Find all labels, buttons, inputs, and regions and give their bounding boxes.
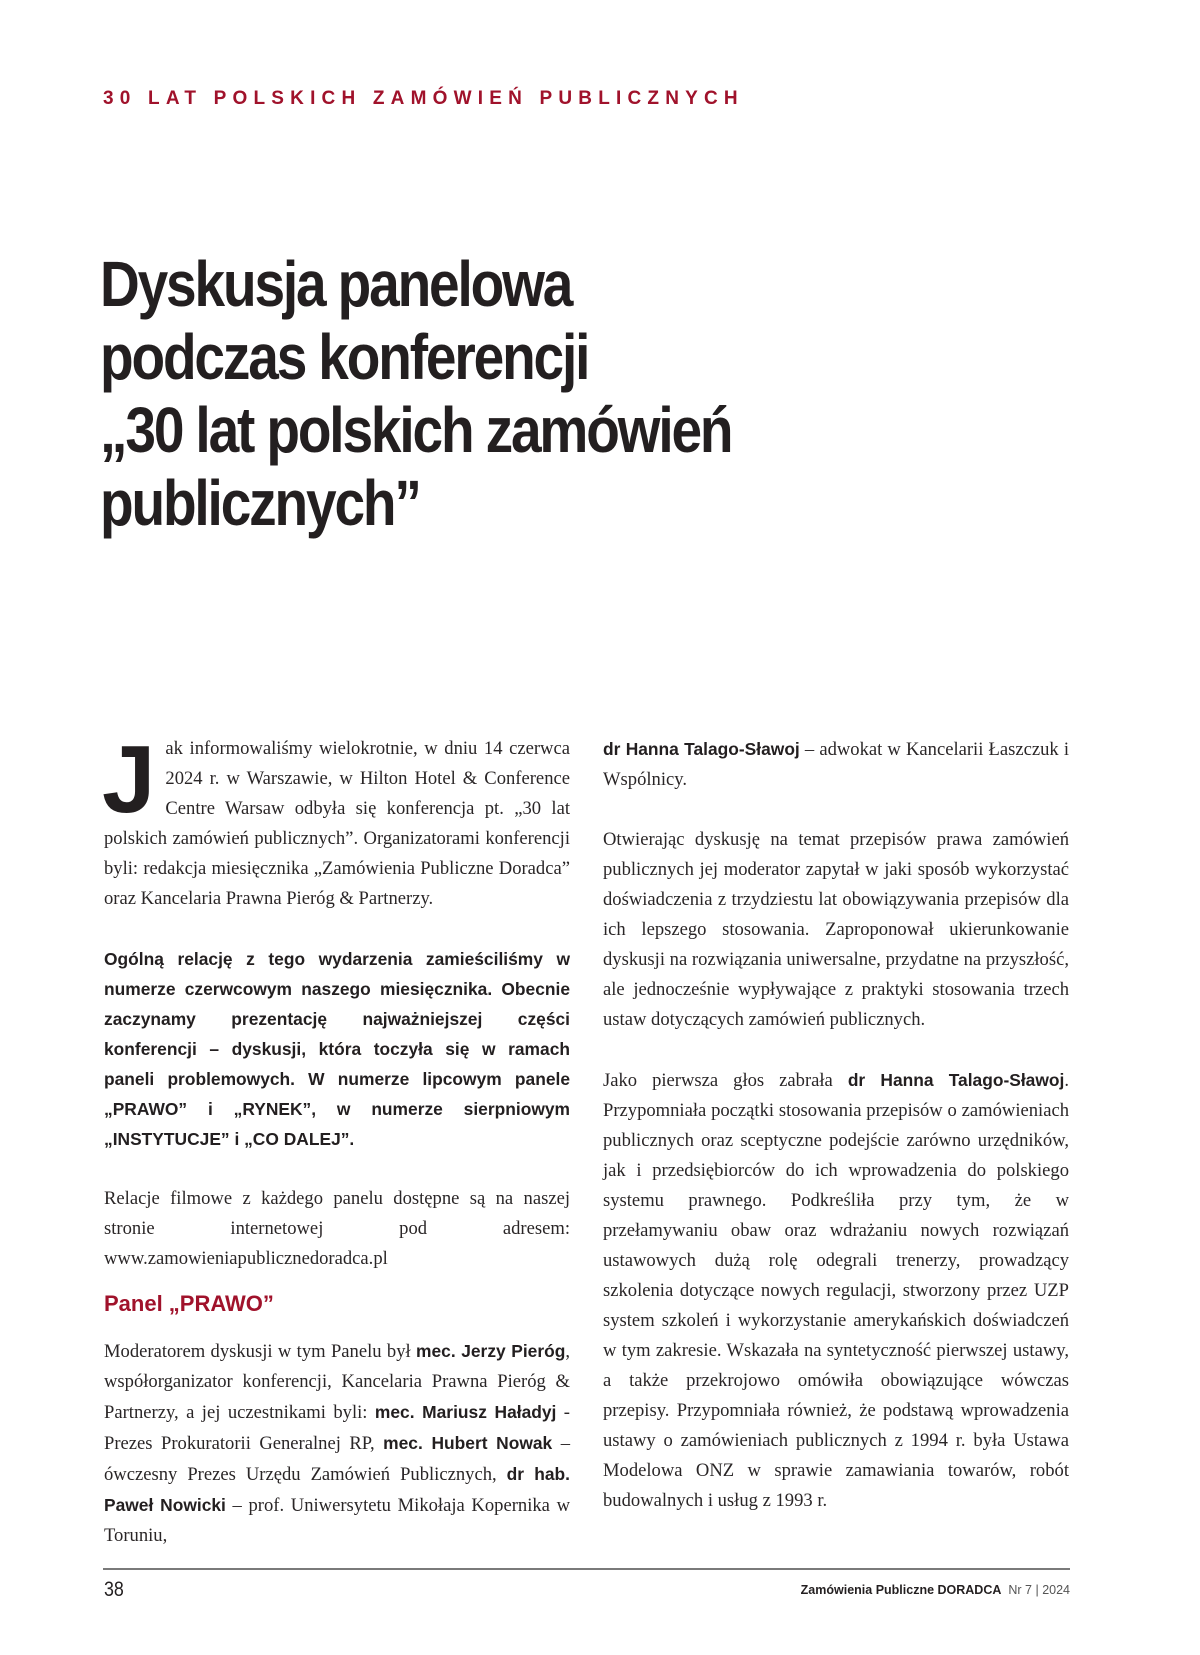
page-number: 38 [104,1578,124,1601]
text-run: - Prezes Prokuratorii Generalnej RP, [104,1402,571,1454]
person-name: dr Hanna Talago-Sławoj [603,739,800,759]
text-run: – ówczesny Prezes Urzędu Zamówień Publicznych, [104,1433,570,1485]
intro-paragraph [102,726,570,914]
title-line: podczas konferencji [100,321,589,393]
section-heading-prawo: Panel „PRAWO” [104,1291,274,1316]
drop-cap: J [102,726,156,833]
text-run: , współorganizator konferencji, Kancelaria Prawna Pieróg & Partnerzy, a jej uczestnikami byli: [104,1341,570,1423]
lead-paragraph: Ogólną relację z tego wydarzenia zamieściliśmy w numerze czerwcowym naszego miesięcznika. Obecnie zaczynamy prezentację najważniejszej części konferencji – dyskusji, która toczyła się w ramach paneli problemowych. W numerze lipcowym panele „PRAWO” i „RYNEK”, w numerze sierpniowym „INSTYTUCJE” i „CO DALEJ”. [104,949,570,1149]
text-run: Jako pierwsza głos zabrała [603,1070,848,1091]
publication-name [801,1583,1002,1597]
participant-paragraph [603,734,1069,795]
person-name: mec. Hubert Nowak [383,1433,553,1453]
first-speaker-paragraph [603,1065,1069,1516]
person-name: dr hab. Paweł Nowicki [104,1464,570,1515]
title-line: „30 lat polskich zamówień [100,394,732,466]
title-line: Dyskusja panelowa [100,248,572,320]
footer-divider [103,1568,1070,1570]
person-name: dr Hanna Talago-Sławoj [847,1070,1065,1090]
right-column [603,734,1069,1516]
left-column [102,726,571,1551]
opening-paragraph: Otwierając dyskusję na temat przepisów prawa zamówień publicznych jej moderator zapytał w jaki sposób wykorzystać doświadczenia z trzydziestu lat obowiązywania przepisów dla ich lepszego stosowania. Zaproponował ukierunkowanie dyskusji na rozwiązania uniwersalne, przydatne na przyszłość, ale jednocześnie wypływające z praktyki stosowania trzech ustaw dotyczących zamówień publicznych. [603,829,1069,1030]
section-kicker: 30 LAT POLSKICH ZAMÓWIEŃ PUBLICZNYCH [103,88,744,109]
issue-year: 2024 [1042,1583,1070,1597]
text-run: – adwokat w Kancelarii Łaszczuk i Wspólnicy. [603,739,1069,790]
moderator-paragraph [104,1336,570,1551]
text-run: – prof. Uniwersytetu Mikołaja Kopernika w Toruniu, [104,1495,570,1546]
text-run: Moderatorem dyskusji w tym Panelu był [104,1341,417,1362]
video-note: Relacje filmowe z każdego panelu dostępne są na naszej stronie internetowej pod adresem: www.zamowieniapublicznedoradca.pl [104,1188,570,1269]
title-line: publicznych” [100,467,420,539]
text-run: . Przypomniała początki stosowania przepisów o zamówieniach publicznych oraz sceptyczne podejście zarówno urzędników, jak i przedsiębiorców do ich wprowadzenia do polskiego systemu prawnego. Podkreśliła przy tym, że w przełamywaniu obaw oraz wdrażaniu nowych rozwiązań ustawowych dużą rolę odegrali trenerzy, prowadzący szkolenia dotyczące nowych regulacji, stworzony przez UZP system szkoleń i wykorzystanie amerykańskich doświadczeń w tym zakresie. Wskazała na syntetyczność pierwszej ustawy, a także przekrojowo omówiła obowiązujące wówczas przepisy. Przypomniała również, że podstawą wprowadzenia ustawy o zamówieniach publicznych z 1994 r. była Ustawa Modelowa ONZ w sprawie zamawiania towarów, robót budowalnych i usług z 1993 r. [603,1070,1069,1511]
person-name: mec. Mariusz Haładyj [374,1402,557,1422]
intro-text: ak informowaliśmy wielokrotnie, w dniu 14 czerwca 2024 r. w Warszawie, w Hilton Hotel & Conference Centre Warsaw odbyła się konferencja pt. „30 lat polskich zamówień publicznych”. Organizatorami konferencji byli: redakcja miesięcznika „Zamówienia Publiczne Doradca” oraz Kancelaria Prawna Pieróg & Partnerzy. [104,738,570,909]
issue-number: Nr 7 [1008,1583,1032,1597]
publication-name-part: Zamówienia [800,1583,876,1597]
footer-separator: | [1035,1583,1039,1597]
publication-name-part: Publiczne DORADCA [875,1583,1002,1597]
footer-publication [801,1583,1070,1597]
article-title [100,248,874,540]
person-name: mec. Jerzy Pieróg [416,1341,566,1361]
